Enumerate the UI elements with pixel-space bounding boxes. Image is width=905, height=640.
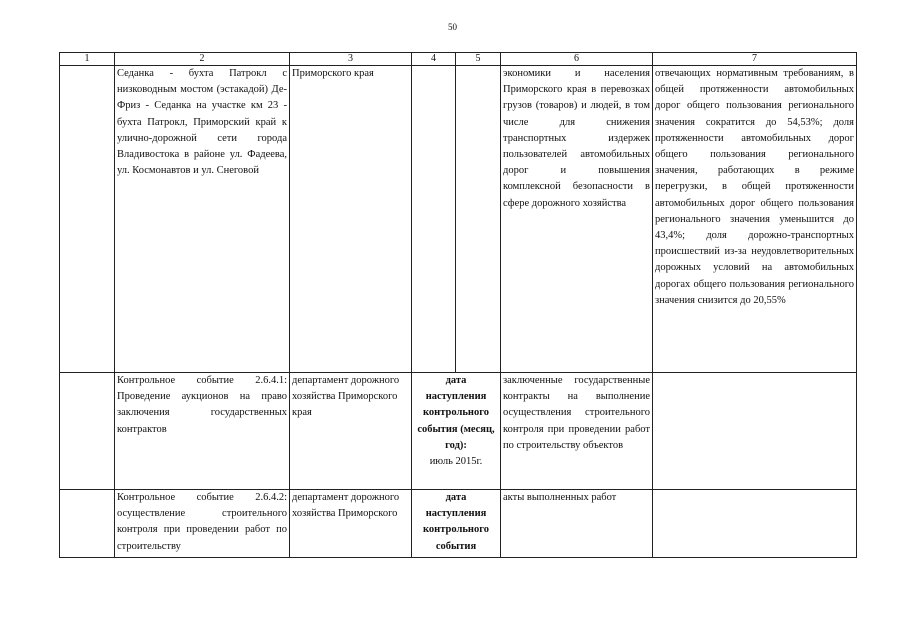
column-header: 1 [60,53,115,66]
cell-indicators [653,490,857,558]
table-row [60,490,857,558]
cell-indicators [653,373,857,490]
cell-end [456,66,501,373]
cell-number [60,66,115,373]
cell-start [412,66,456,373]
column-header: 7 [653,53,857,66]
column-header: 3 [290,53,412,66]
column-number-row [60,53,857,66]
table-row [60,66,857,373]
cell-control-event: Контрольное событие 2.6.4.2: осуществление строительного контроля при проведении работ по строительству [115,490,290,558]
cell-expected-result: акты выполненных работ [501,490,653,558]
column-header: 5 [456,53,501,66]
column-header: 4 [412,53,456,66]
event-date-value: июль 2015г. [429,456,483,468]
cell-expected-result: заключенные государственные контракты на выполнение осуществления строительного контроля при проведении работ по строительству объектов [501,373,653,490]
cell-responsible: Приморского края [290,66,412,373]
cell-indicators: отвечающих нормативным требованиям, в общей протяженности автомобильных дорог общего пользования регионального значения сократится до 54,53%; доля протяженности автомобильных дорог общего пользования регионального значения, работающих в режиме перегрузки, в общей протяженности автомобильных дорог общего пользования регионального значения уменьшится до 43,4%; доля дорожно-транспортных происшествий из-за неудовлетворительных дорожных условий на автомобильных дорогах общего пользования регионального значения снизится до 20,55% [653,66,857,373]
cell-expected-result: экономики и населения Приморского края в перевозках грузов (товаров) и людей, в том числе для снижения транспортных издержек пользователей автомобильных дорог и повышения комплексной безопасности в сфере дорожного хозяйства [501,66,653,373]
cell-responsible: департамент дорожного хозяйства Приморского края [290,373,412,490]
event-date-label: дата наступления контрольного события (месяц, год): [417,375,495,451]
table-row [60,373,857,490]
cell-responsible: департамент дорожного хозяйства Приморского [290,490,412,558]
column-header: 2 [115,53,290,66]
cell-event-date [412,373,501,490]
cell-object-name: Седанка - бухта Патрокл с низководным мостом (эстакадой) Де-Фриз - Седанка на участке км 23 - бухта Патрокл, Приморский край к улично-дорожной сети города Владивостока в районе ул. Фадеева, ул. Космонавтов и ул. Снеговой [115,66,290,373]
page-number: 50 [448,22,457,32]
program-table [59,52,857,558]
cell-control-event: Контрольное событие 2.6.4.1: Проведение аукционов на право заключения государственных контрактов [115,373,290,490]
cell-event-date [412,490,501,558]
cell-number [60,490,115,558]
cell-number [60,373,115,490]
event-date-label: дата наступления контрольного события [423,492,489,552]
column-header: 6 [501,53,653,66]
